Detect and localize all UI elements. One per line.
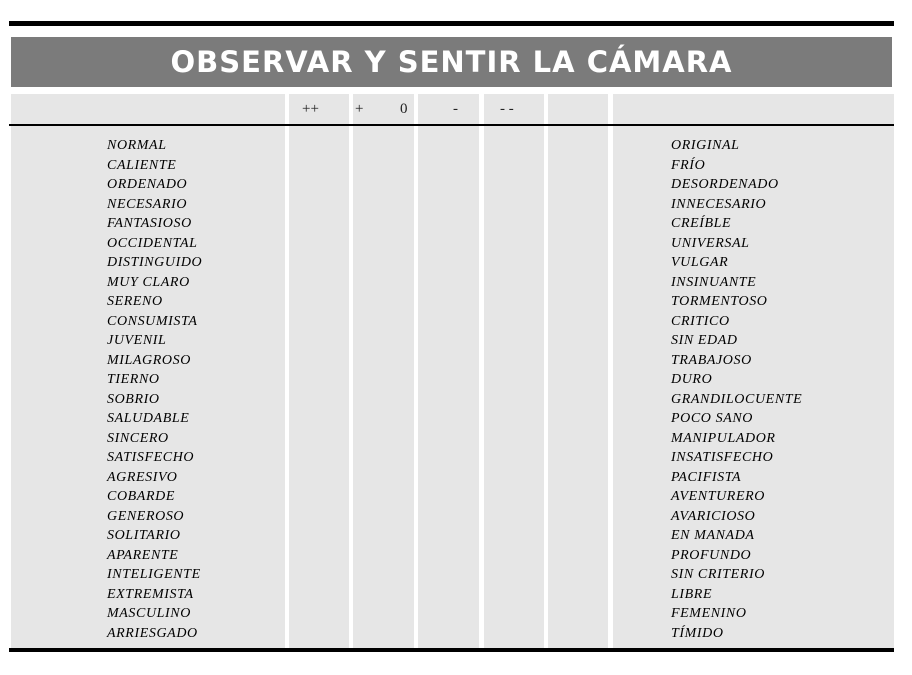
- left-word-item: COBARDE: [107, 489, 175, 504]
- right-word-item: PACIFISTA: [671, 469, 742, 485]
- right-word-item: UNIVERSAL: [671, 235, 750, 251]
- right-word-item: FRÍO: [671, 157, 706, 173]
- right-word-item: SIN CRITERIO: [671, 567, 765, 582]
- right-word-item: MANIPULADOR: [671, 430, 776, 446]
- right-word-item: VULGAR: [671, 255, 729, 270]
- left-word-item: NORMAL: [107, 138, 167, 153]
- right-word-item: INSINUANTE: [671, 274, 757, 290]
- right-word-item: POCO SANO: [671, 411, 754, 426]
- scale-label-plus: +: [355, 101, 364, 117]
- right-word-item: DURO: [671, 372, 713, 387]
- right-word-item: LIBRE: [671, 586, 713, 602]
- left-word-item: CALIENTE: [107, 157, 177, 173]
- right-word-item: INSATISFECHO: [671, 450, 774, 465]
- page-title: OBSERVAR Y SENTIR LA CÁMARA: [11, 37, 892, 87]
- left-word-item: OCCIDENTAL: [107, 235, 198, 251]
- right-word-item: DESORDENADO: [671, 177, 779, 192]
- right-word-item: GRANDILOCUENTE: [671, 391, 803, 407]
- scale-column-minus-minus[interactable]: [484, 94, 544, 648]
- left-word-item: SOLITARIO: [107, 528, 181, 543]
- scale-label-minus-minus: - -: [500, 101, 514, 117]
- right-word-item: ORIGINAL: [671, 138, 740, 153]
- right-word-item: CRITICO: [671, 313, 730, 329]
- left-word-item: DISTINGUIDO: [107, 255, 203, 270]
- top-rule: [9, 21, 894, 26]
- right-word-item: EN MANADA: [671, 528, 755, 543]
- right-word-item: TORMENTOSO: [671, 294, 768, 309]
- left-word-item: GENEROSO: [107, 508, 185, 524]
- left-word-item: MILAGROSO: [107, 352, 191, 368]
- bottom-rule: [9, 648, 894, 652]
- left-word-item: CONSUMISTA: [107, 313, 198, 329]
- left-word-item: MASCULINO: [107, 606, 191, 621]
- left-word-item: ARRIESGADO: [107, 625, 198, 641]
- left-word-item: SINCERO: [107, 430, 169, 446]
- scale-label-plus-plus: ++: [302, 101, 319, 117]
- right-word-item: AVENTURERO: [671, 489, 765, 504]
- left-word-item: TIERNO: [107, 372, 160, 387]
- left-word-item: AGRESIVO: [107, 469, 178, 485]
- right-word-item: FEMENINO: [671, 606, 747, 621]
- scale-label-zero: 0: [400, 101, 408, 117]
- header-rule: [9, 124, 894, 126]
- left-word-item: JUVENIL: [107, 333, 167, 348]
- scale-column-plus-zero[interactable]: [353, 94, 414, 648]
- left-word-item: SERENO: [107, 294, 163, 309]
- right-word-item: CREÍBLE: [671, 216, 732, 231]
- left-word-item: SOBRIO: [107, 391, 160, 407]
- left-word-item: EXTREMISTA: [107, 586, 194, 602]
- right-word-list: [671, 136, 802, 643]
- right-word-item: PROFUNDO: [671, 547, 752, 563]
- right-word-item: TRABAJOSO: [671, 352, 752, 368]
- right-word-item: TÍMIDO: [671, 625, 724, 641]
- right-word-item: INNECESARIO: [671, 196, 767, 212]
- right-word-item: SIN EDAD: [671, 333, 738, 348]
- left-word-item: INTELIGENTE: [107, 567, 201, 582]
- scale-column-minus[interactable]: [418, 94, 479, 648]
- left-word-item: SATISFECHO: [107, 450, 195, 465]
- left-word-item: APARENTE: [107, 547, 179, 563]
- scale-label-minus: -: [453, 101, 458, 117]
- left-word-item: FANTASIOSO: [107, 216, 192, 231]
- right-word-item: AVARICIOSO: [671, 508, 756, 524]
- scale-column-plus-plus[interactable]: [289, 94, 349, 648]
- left-word-item: SALUDABLE: [107, 411, 190, 426]
- left-word-item: ORDENADO: [107, 177, 188, 192]
- left-word-list: [107, 136, 202, 643]
- left-word-item: NECESARIO: [107, 196, 188, 212]
- scale-column-blank: [548, 94, 608, 648]
- left-word-item: MUY CLARO: [107, 274, 190, 290]
